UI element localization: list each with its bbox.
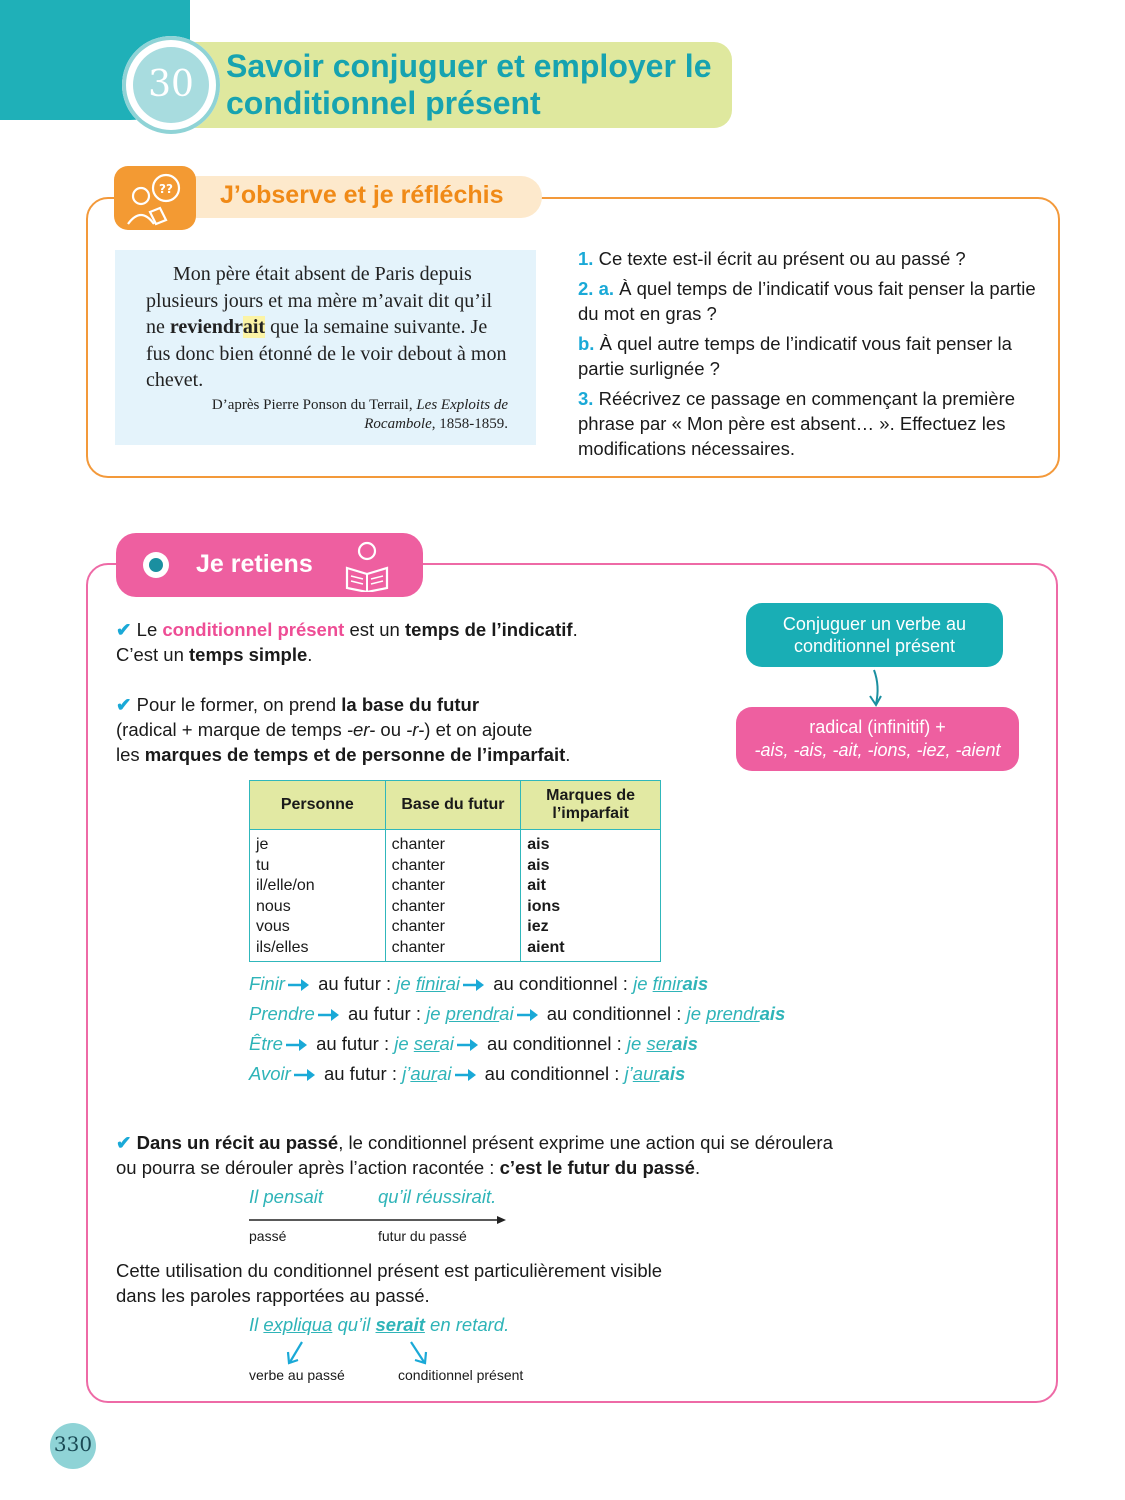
arrow-right-icon: [462, 978, 486, 992]
text: ou: [375, 719, 407, 740]
source-author: D’après Pierre Ponson du Terrail,: [211, 397, 417, 413]
bold-term: Dans un récit au passé: [136, 1132, 339, 1153]
futur-stem: finir: [415, 973, 446, 994]
example-label: au conditionnel :: [487, 1033, 627, 1054]
text: Pour le former, on prend: [136, 694, 342, 715]
thinking-people-icon: [114, 166, 196, 230]
cond-ending: ais: [682, 973, 709, 994]
pronoun: je: [396, 973, 416, 994]
cond-ending: ais: [759, 1003, 786, 1024]
example-label: au conditionnel :: [484, 1063, 625, 1084]
reported-speech-example: [249, 1314, 509, 1336]
example-verb: Avoir: [249, 1063, 291, 1084]
text: les: [116, 744, 145, 765]
example-label: au conditionnel :: [493, 973, 634, 994]
futur-stem: aur: [410, 1063, 438, 1084]
table-row: [250, 856, 661, 877]
lesson-number: 30: [133, 47, 209, 123]
table-cell: ils/elles: [250, 938, 386, 962]
column-header: Personne: [250, 781, 386, 830]
observe-title: J’observe et je réfléchis: [220, 181, 504, 209]
checkmark-icon: ✔: [116, 619, 132, 640]
example-label: au futur :: [318, 973, 397, 994]
bullet-dot-center: [149, 558, 163, 572]
table-cell: chanter: [385, 917, 521, 938]
conjugation-table: [249, 780, 661, 962]
annotation-label: verbe au passé: [249, 1367, 345, 1383]
flow-box-formula: [736, 707, 1019, 771]
text: Cette utilisation du conditionnel présent est particulièrement visible: [116, 1260, 663, 1281]
example-line: [249, 1059, 785, 1089]
cond-stem: aur: [632, 1063, 660, 1084]
text: qu’il: [332, 1314, 376, 1335]
checkmark-icon: ✔: [116, 694, 132, 715]
flow-arrow-icon: [866, 668, 886, 708]
page-title: Savoir conjuguer et employer le conditionnel présent: [226, 48, 712, 121]
arrow-right-icon: [285, 1038, 309, 1052]
text: en retard.: [424, 1314, 510, 1335]
svg-text:??: ??: [159, 182, 173, 196]
example-line: [249, 969, 785, 999]
highlighted-ending: ait: [242, 316, 266, 338]
excerpt-part: Mon père était absent de Paris depuis plusieurs jours et ma mère m’avait dit qu’il ne: [146, 263, 493, 338]
conditional-verb: serait: [375, 1314, 425, 1335]
arrow-down-right-icon: [406, 1340, 430, 1366]
flow-box-conjugate: Conjuguer un verbe au conditionnel présent: [746, 603, 1003, 667]
example-verb: Finir: [249, 973, 285, 994]
pronoun: je: [633, 973, 653, 994]
bold-verb-stem: reviendr: [169, 316, 243, 338]
question-1: [578, 246, 1048, 271]
timeline-label: passé: [249, 1228, 287, 1244]
table-header-row: [250, 781, 661, 830]
text: .: [565, 744, 571, 765]
cond-stem: ser: [646, 1033, 673, 1054]
key-term: conditionnel présent: [162, 619, 345, 640]
table-cell: nous: [250, 897, 386, 918]
text: .: [694, 1157, 701, 1178]
question-2b: [578, 331, 1048, 381]
example-verb: Être: [249, 1033, 283, 1054]
text: Il: [249, 1314, 264, 1335]
rule-paragraph-4: [116, 1258, 816, 1308]
text: Le: [136, 619, 163, 640]
question-text: Réécrivez ce passage en commençant la première phrase par « Mon père est absent… ». Effectuez les modifications nécessaires.: [578, 388, 1016, 459]
question-text: À quel autre temps de l’indicatif vous fait penser la partie surlignée ?: [578, 333, 1012, 379]
table-cell: vous: [250, 917, 386, 938]
pronoun: je: [686, 1003, 707, 1024]
question-text: À quel temps de l’indicatif vous fait penser la partie du mot en gras ?: [578, 278, 1036, 324]
timeline-example-past: Il pensait: [249, 1186, 324, 1207]
futur-stem: prendr: [445, 1003, 500, 1024]
table-cell: aient: [521, 938, 661, 962]
question-number: 2. a.: [578, 278, 614, 299]
pronoun: j’: [624, 1063, 633, 1084]
example-list: [249, 969, 785, 1089]
cond-stem: finir: [652, 973, 683, 994]
futur-ending: ai: [445, 973, 461, 994]
past-verb: expliqua: [263, 1314, 333, 1335]
example-label: au futur :: [316, 1033, 395, 1054]
table-cell: chanter: [385, 938, 521, 962]
timeline-arrow: [249, 1214, 509, 1226]
text: ou pourra se dérouler après l’action racontée :: [116, 1157, 500, 1178]
example-label: au futur :: [323, 1063, 403, 1084]
source-date: , 1858-1859.: [431, 416, 508, 432]
table-row: [250, 830, 661, 856]
text: .: [307, 644, 313, 665]
arrow-right-icon: [516, 1008, 540, 1022]
table-cell: ais: [521, 856, 661, 877]
column-header: Base du futur: [385, 781, 521, 830]
table-cell: tu: [250, 856, 386, 877]
arrow-down-left-icon: [284, 1340, 308, 1366]
question-number: 1.: [578, 248, 594, 269]
futur-ending: ai: [439, 1033, 454, 1054]
arrow-right-icon: [454, 1068, 478, 1082]
column-header: Marques de l’imparfait: [521, 781, 661, 830]
table-row: [250, 897, 661, 918]
formula-line: radical (infinitif) +: [809, 717, 946, 737]
text: ) et on ajoute: [424, 719, 533, 740]
cond-stem: prendr: [706, 1003, 760, 1024]
futur-ending: ai: [499, 1003, 514, 1024]
text: , le conditionnel présent exprime une action qui se déroulera: [338, 1132, 833, 1153]
arrow-right-icon: [287, 978, 311, 992]
table-cell: ais: [521, 830, 661, 856]
bold-term: temps de l’indicatif: [405, 619, 573, 640]
rule-paragraph-1: [116, 617, 736, 667]
example-label: au conditionnel :: [546, 1003, 687, 1024]
bold-term: la base du futur: [341, 694, 480, 715]
checkmark-icon: ✔: [116, 1132, 132, 1153]
table-row: [250, 938, 661, 962]
example-line: [249, 999, 785, 1029]
excerpt-source: [146, 396, 508, 434]
italic-ending: -er-: [346, 719, 376, 740]
italic-ending: -r-: [406, 719, 425, 740]
pronoun: je: [426, 1003, 446, 1024]
table-cell: chanter: [385, 876, 521, 897]
annotation-label: conditionnel présent: [398, 1367, 524, 1383]
bold-term: marques de temps et de personne de l’imparfait: [144, 744, 566, 765]
cond-ending: ais: [659, 1063, 686, 1084]
arrow-right-icon: [293, 1068, 317, 1082]
question-number: b.: [578, 333, 595, 354]
text: est un: [344, 619, 405, 640]
formula-endings: -ais, -ais, -ait, -ions, -iez, -aient: [754, 740, 1001, 760]
retiens-title: Je retiens: [196, 550, 313, 578]
question-3: [578, 386, 1048, 461]
text: (radical + marque de temps: [116, 719, 347, 740]
text: .: [572, 619, 578, 640]
table-cell: ions: [521, 897, 661, 918]
bold-term: temps simple: [189, 644, 308, 665]
table-row: [250, 876, 661, 897]
futur-stem: ser: [413, 1033, 440, 1054]
excerpt-part: que la semaine suivante. Je fus donc bien étonné de le voir debout à mon chevet.: [146, 316, 507, 391]
question-text: Ce texte est-il écrit au présent ou au passé ?: [593, 248, 966, 269]
excerpt-text: [146, 261, 512, 394]
rule-paragraph-3: [116, 1130, 896, 1180]
arrow-right-icon: [317, 1008, 341, 1022]
bold-term: c’est le futur du passé: [499, 1157, 695, 1178]
text: dans les paroles rapportées au passé.: [116, 1285, 430, 1306]
question-number: 3.: [578, 388, 594, 409]
question-2a: [578, 276, 1048, 326]
table-cell: iez: [521, 917, 661, 938]
pronoun: je: [626, 1033, 647, 1054]
table-cell: je: [250, 830, 386, 856]
timeline-example-future: qu’il réussirait.: [378, 1186, 497, 1207]
rule-paragraph-2: [116, 692, 736, 767]
text: C’est un: [116, 644, 190, 665]
cond-ending: ais: [672, 1033, 698, 1054]
table-cell: ait: [521, 876, 661, 897]
arrow-right-icon: [456, 1038, 480, 1052]
table-row: [250, 917, 661, 938]
page-number: 330: [53, 1432, 93, 1456]
reading-person-icon: [343, 540, 391, 592]
source-title: Les Exploits de Rocambole: [364, 397, 508, 432]
table-cell: il/elle/on: [250, 876, 386, 897]
example-label: au futur :: [347, 1003, 427, 1024]
question-list: [578, 246, 1048, 466]
example-line: [249, 1029, 785, 1059]
pronoun: j’: [402, 1063, 411, 1084]
pronoun: je: [394, 1033, 414, 1054]
table-cell: chanter: [385, 830, 521, 856]
observe-icon-badge: [114, 166, 196, 230]
futur-ending: ai: [437, 1063, 452, 1084]
timeline-label: futur du passé: [378, 1228, 467, 1244]
table-cell: chanter: [385, 856, 521, 877]
example-verb: Prendre: [249, 1003, 315, 1024]
table-cell: chanter: [385, 897, 521, 918]
